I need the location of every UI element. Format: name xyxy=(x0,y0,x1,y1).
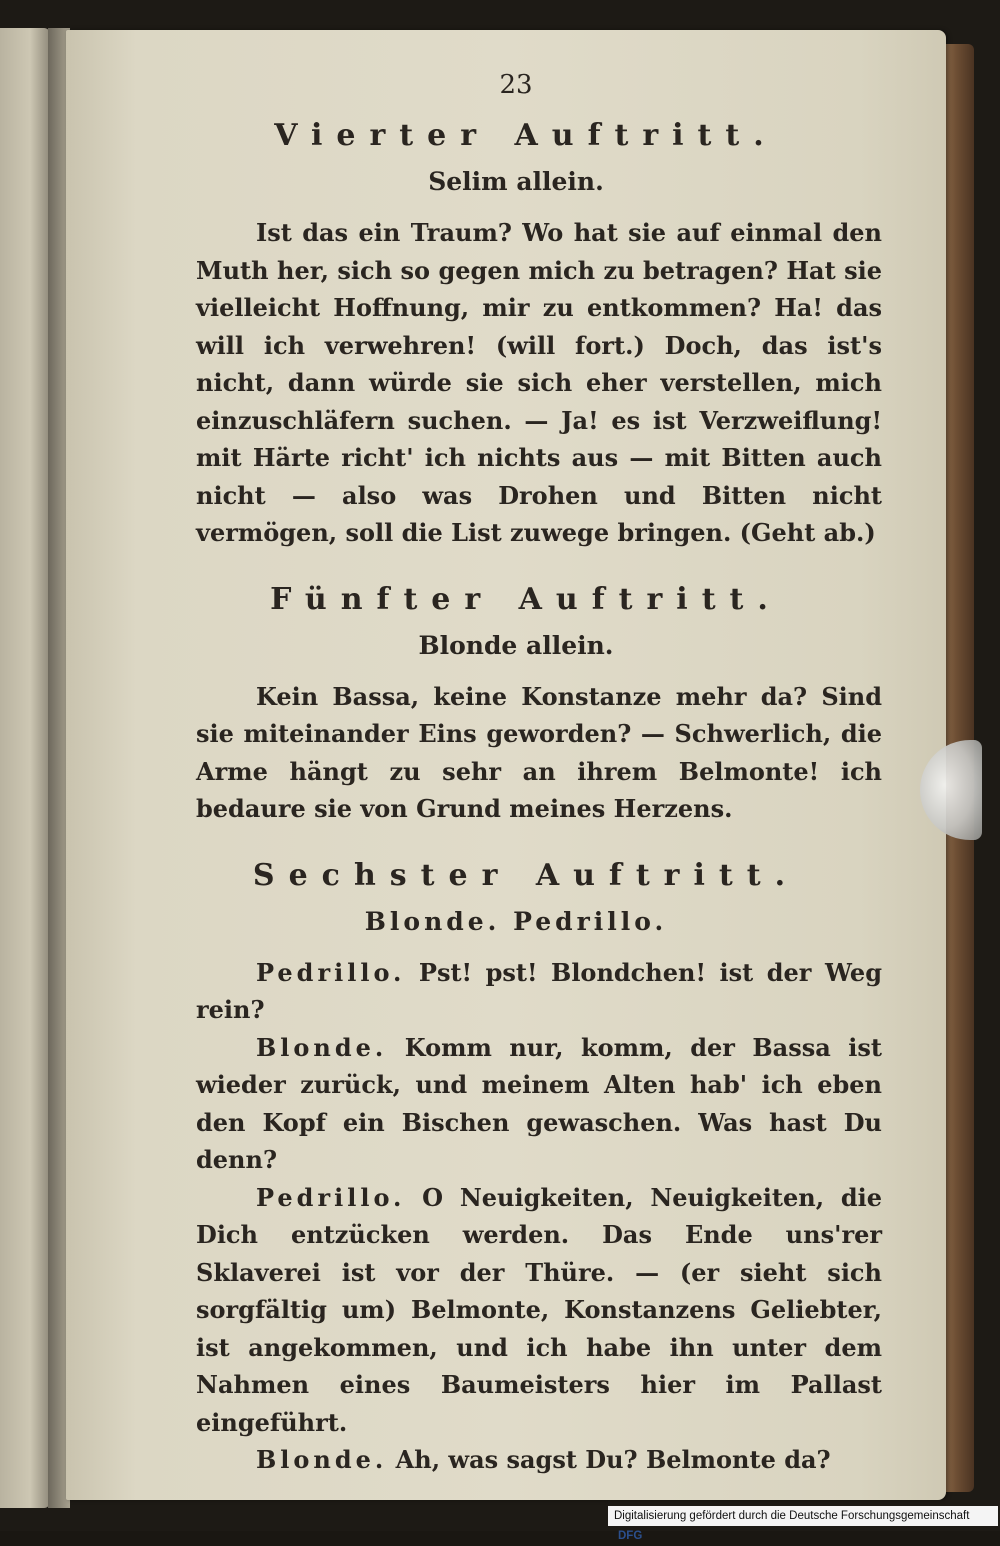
speaker-name: Pedrillo. xyxy=(256,1182,406,1212)
scene-characters: Blonde. Pedrillo. xyxy=(364,906,668,936)
footer-text: Digitalisierung gefördert durch die Deutsche Forschungsgemeinschaft xyxy=(614,1510,970,1522)
speech-text: Komm nur, komm, der Bassa ist wieder zurück, und meinem Alten hab' ich eben den Kopf ein Bischen gewaschen. Was hast Du denn? xyxy=(196,1032,882,1174)
speech-text: O Neuigkeiten, Neuigkeiten, die Dich entzücken werden. Das Ende uns'rer Sklaverei ist vor der Thüre. — (er sieht sich sorgfältig um) Belmonte, Konstanzens Geliebter, ist angekommen, und ich habe ihn unter dem Nahmen eines Baumeisters hier im Pallast eingeführt. xyxy=(196,1182,882,1437)
speech-text: Pst! pst! Blondchen! ist der Weg rein? xyxy=(196,957,882,1024)
monologue-paragraph: Ist das ein Traum? Wo hat sie auf einmal den Muth her, sich so gegen mich zu betragen? Hat sie vielleicht Hoffnung, mir zu entkommen? Ha! das will ich verwehren! (will fort.) Doch, das ist's nicht, dann würde sie sich eher verstellen, mich einzuschläfern suchen. — Ja! es ist Verzweiflung! mit Härte richt' ich nichts aus — mit Bitten auch nicht — also was Drohen und Bitten nicht vermögen, soll die List zuwege bringen. (Geht ab.) xyxy=(196,218,882,547)
page-number: 23 xyxy=(499,70,533,100)
scene-title: Vierter Auftritt. xyxy=(274,118,778,153)
speaker-name: Pedrillo. xyxy=(256,957,406,987)
dialogue-line xyxy=(196,1441,882,1479)
speech-text: Ah, was sagst Du? Belmonte da? xyxy=(395,1445,831,1474)
dialogue-line xyxy=(196,1029,882,1179)
digitization-footer xyxy=(608,1506,998,1542)
page-content xyxy=(196,60,896,1479)
scene-5 xyxy=(196,582,896,828)
scene-title: Sechster Auftritt. xyxy=(252,857,800,893)
scene-title: Fünfter Auftritt. xyxy=(270,581,782,617)
monologue-paragraph: Kein Bassa, keine Konstanze mehr da? Sind sie miteinander Eins geworden? — Schwerlich, die Arme hängt zu sehr an ihrem Belmonte! ich bedaure sie von Grund meines Herzens. xyxy=(196,681,882,823)
dialogue-line xyxy=(196,1179,882,1442)
scene-characters: Selim allein. xyxy=(428,167,604,196)
speaker-name: Blonde. xyxy=(256,1445,388,1474)
dfg-logo: DFG xyxy=(618,1530,643,1542)
left-page-edge xyxy=(0,28,50,1508)
scene-6 xyxy=(196,858,896,1479)
dialogue-line xyxy=(196,954,882,1029)
scene-4 xyxy=(196,118,896,552)
speaker-name: Blonde. xyxy=(256,1032,388,1062)
scene-characters: Blonde allein. xyxy=(418,630,614,660)
